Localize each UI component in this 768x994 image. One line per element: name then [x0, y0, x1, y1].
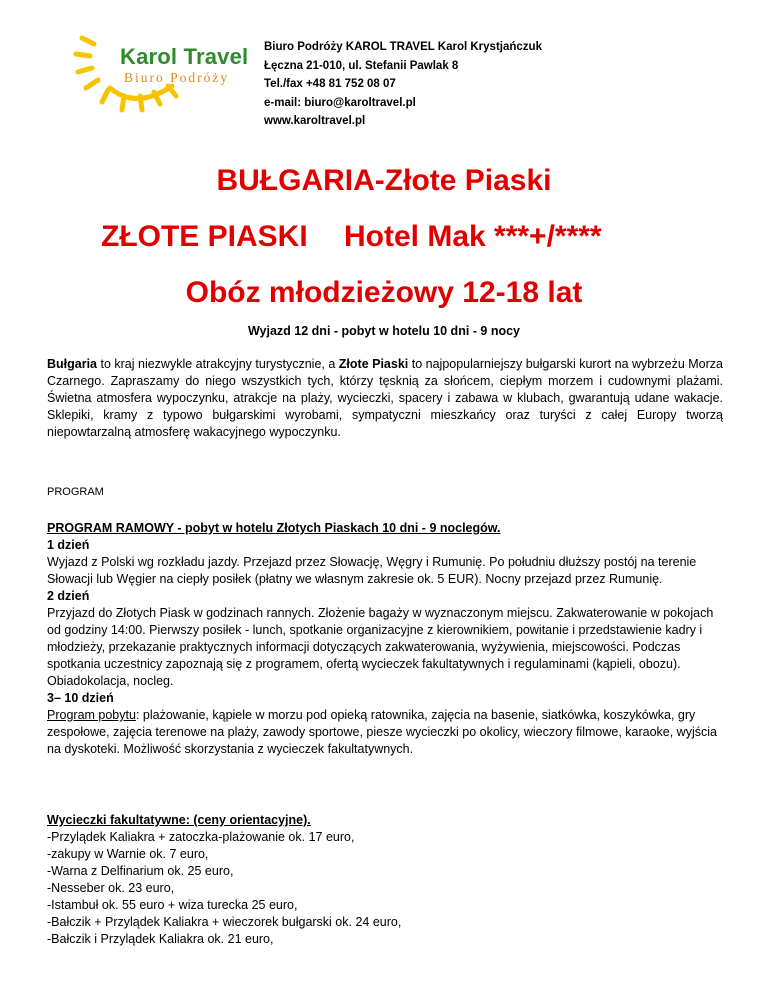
company-info — [264, 38, 542, 131]
day-3-10-label: 3– 10 dzień — [47, 691, 114, 705]
excursions-heading: Wycieczki fakultatywne: (ceny orientacyjne). — [47, 813, 311, 827]
intro-text-1: to kraj niezwykle atrakcyjny turystycznie, a — [97, 357, 339, 371]
company-phone: Tel./fax +48 81 752 08 07 — [264, 78, 396, 90]
title-hotel-row — [0, 220, 768, 260]
intro-resort: Złote Piaski — [338, 357, 409, 371]
excursion-item: -Przylądek Kaliakra + zatoczka-plażowanie ok. 17 euro, — [47, 830, 355, 844]
karol-travel-logo — [72, 30, 249, 125]
day-2-label: 2 dzień — [47, 589, 90, 603]
title-hotel: Hotel Mak ***+/**** — [344, 220, 602, 253]
day-2-text: Przyjazd do Złotych Piask w godzinach rannych. Złożenie bagaży w wyznaczonym miejscu. Zakwaterowanie w pokojach od godziny 14:00. Pierwszy posiłek - lunch, spotkanie organizacyjne z kierownikiem, powitanie i przedstawienie kadry i młodzieży, przekazanie praktycznych informacji dotyczących zakwaterowania, wyżywienia, miejscowości. Podczas spotkania uczestnicy zapoznają się z programem, ofertą wycieczek fakultatywnych i regulaminami (kąpieli, obozu). Obiadokolacja, nocleg. — [47, 606, 714, 688]
intro-country: Bułgaria — [47, 357, 98, 371]
company-address: Łęczna 21-010, ul. Stefanii Pawlak 8 — [264, 59, 459, 72]
excursion-item: -Bałczik + Przylądek Kaliakra + wieczorek bułgarski ok. 24 euro, — [47, 915, 402, 929]
program-section — [47, 520, 723, 758]
stay-program-text: : plażowanie, kąpiele w morzu pod opieką ratownika, zajęcia na basenie, siatkówka, koszykówka, gry zespołowe, zajęcia terenowe na plaży, zawody sportowe, piesze wycieczki po okolicy, wieczory filmowe, karaoke, wyjścia na dyskoteki. Możliwość skorzystania z wycieczek fakultatywnych. — [47, 708, 717, 756]
excursion-item: -Bałczik i Przylądek Kaliakra ok. 21 euro, — [47, 932, 274, 946]
logo-name: Karol Travel — [120, 44, 249, 69]
day-3-10-paragraph — [47, 707, 723, 758]
day-1-label: 1 dzień — [47, 538, 90, 552]
excursions-section — [47, 812, 723, 948]
trip-duration: Wyjazd 12 dni - pobyt w hotelu 10 dni - 9 nocy — [247, 324, 521, 338]
day-1-text: Wyjazd z Polski wg rozkładu jazdy. Przejazd przez Słowację, Węgry i Rumunię. Po południu dłuższy postój na terenie Słowacji lub Węgier na ciepły posiłek (płatny we własnym zakresie ok. 5 EUR). Nocny przejazd przez Rumunię. — [47, 555, 697, 586]
title-country: BUŁGARIA-Złote Piaski — [216, 164, 552, 197]
logo-subtitle: Biuro Podróży — [124, 70, 230, 85]
company-website: www.karoltravel.pl — [264, 115, 366, 127]
excursion-item: -Warna z Delfinarium ok. 25 euro, — [47, 864, 234, 878]
intro-text-2: to najpopularniejszy bułgarski kurort na wybrzeżu Morza Czarnego. Zapraszamy do niego wszystkich tych, którzy tęsknią za słońcem, ciepłym morzem i cudownymi plażami. Świetna atmosfera wypoczynku, atrakcje na plaży, wycieczki, spacery i zabawa w klubach, gwarantują udane wakacje. Sklepiki, kramy z typowo bułgarskimi wyrobami, sympatyczni mieszkańcy oraz turyści z całej Europy tworzą niepowtarzalną atmosferę wakacyjnego wypoczynku. — [47, 357, 724, 439]
excursion-item: -Nesseber ok. 23 euro, — [47, 881, 175, 895]
company-email: e-mail: biuro@karoltravel.pl — [264, 96, 416, 109]
program-heading: PROGRAM RAMOWY - pobyt w hotelu Złotych Piaskach 10 dni - 9 noclegów. — [47, 521, 501, 535]
company-name: Biuro Podróży KAROL TRAVEL Karol Krystjańczuk — [264, 41, 542, 53]
stay-program-label: Program pobytu — [47, 708, 136, 722]
excursion-item: -Istambuł ok. 55 euro + wiza turecka 25 euro, — [47, 898, 298, 912]
program-label: PROGRAM — [47, 486, 104, 498]
intro-paragraph — [47, 356, 723, 441]
excursion-item: -zakupy w Warnie ok. 7 euro, — [47, 847, 209, 861]
title-camp: Obóz młodzieżowy 12-18 lat — [185, 276, 583, 309]
title-resort: ZŁOTE PIASKI — [101, 220, 308, 253]
